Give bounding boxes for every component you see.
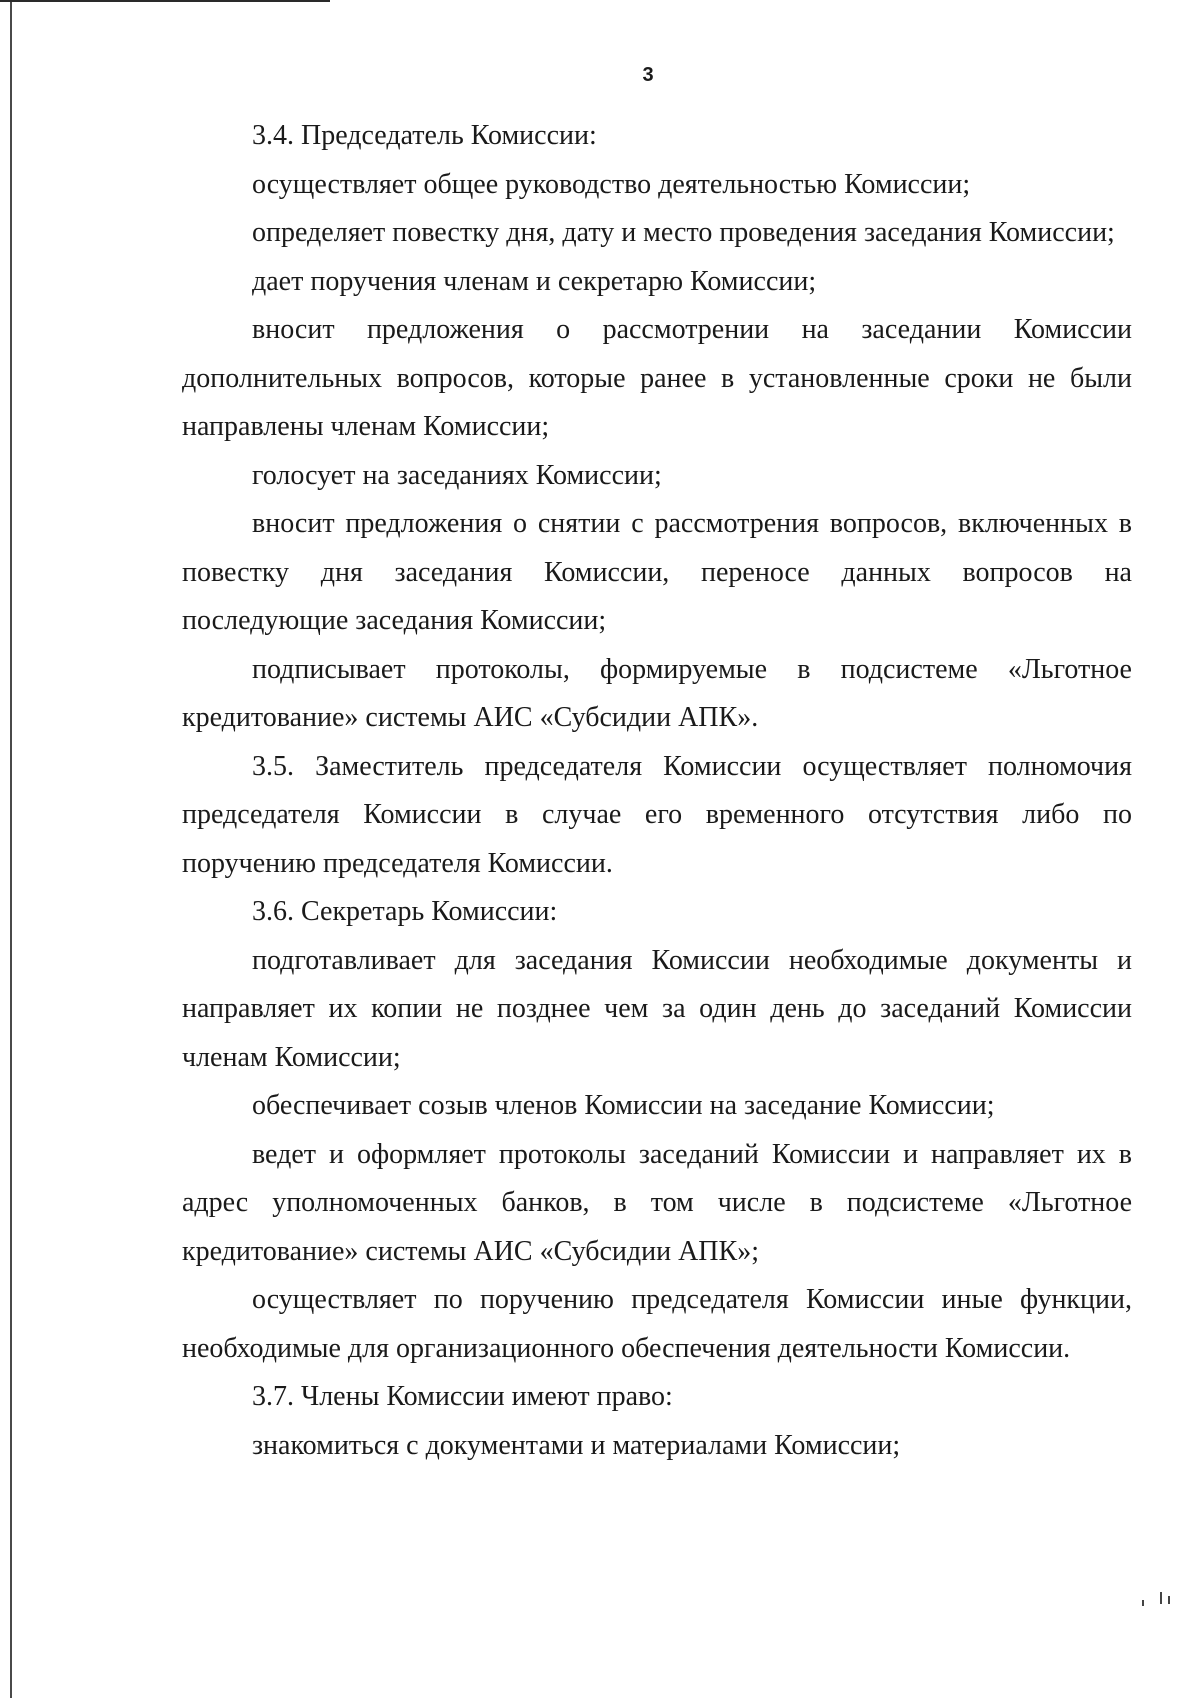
paragraph: вносит предложения о снятии с рассмотрения вопросов, включенных в повестку дня заседания Комиссии, переносе данных вопросов на последующие заседания Комиссии; — [182, 508, 1132, 636]
paragraph: определяет повестку дня, дату и место проведения заседания Комиссии; — [252, 217, 1115, 248]
paragraph-3-5: 3.5. Заместитель председателя Комиссии осуществляет полномочия председателя Комиссии в случае его временного отсутствия либо по поручению председателя Комиссии. — [182, 750, 1132, 879]
paragraph: осуществляет по поручению председателя Комиссии иные функции, необходимые для организационного обеспечения деятельности Комиссии. — [182, 1284, 1132, 1364]
paragraph-3-4-heading: 3.4. Председатель Комиссии: — [252, 120, 597, 151]
paragraph: осуществляет общее руководство деятельностью Комиссии; — [252, 168, 971, 200]
paragraph-3-7-heading: 3.7. Члены Комиссии имеют право: — [252, 1381, 673, 1412]
paragraph: вносит предложения о рассмотрении на заседании Комиссии дополнительных вопросов, которые ранее в установленные сроки не были направлены членам Комиссии; — [182, 314, 1132, 442]
paragraph: подписывает протоколы, формируемые в подсистеме «Льготное кредитование» системы АИС «Субсидии АПК». — [182, 653, 1132, 733]
paragraph: дает поручения членам и секретарю Комиссии; — [252, 265, 817, 297]
paragraph: ведет и оформляет протоколы заседаний Комиссии и направляет их в адрес уполномоченных банков, в том числе в подсистеме «Льготное кредитование» системы АИС «Субсидии АПК»; — [182, 1138, 1132, 1267]
paragraph: голосует на заседаниях Комиссии; — [252, 459, 662, 491]
paragraph: подготавливает для заседания Комиссии необходимые документы и направляет их копии не позднее чем за один день до заседаний Комиссии членам Комиссии; — [182, 944, 1132, 1073]
page-number: 3 — [642, 64, 654, 86]
scan-speck — [1168, 1596, 1170, 1604]
document-body — [182, 112, 1132, 1470]
scan-speck — [1160, 1592, 1162, 1604]
scan-speck — [1142, 1600, 1144, 1606]
paragraph: знакомиться с документами и материалами Комиссии; — [252, 1429, 901, 1461]
paragraph-3-6-heading: 3.6. Секретарь Комиссии: — [252, 896, 558, 927]
scan-edge-left — [10, 0, 12, 1698]
scan-edge-top — [0, 0, 330, 2]
paragraph: обеспечивает созыв членов Комиссии на заседание Комиссии; — [252, 1090, 995, 1121]
